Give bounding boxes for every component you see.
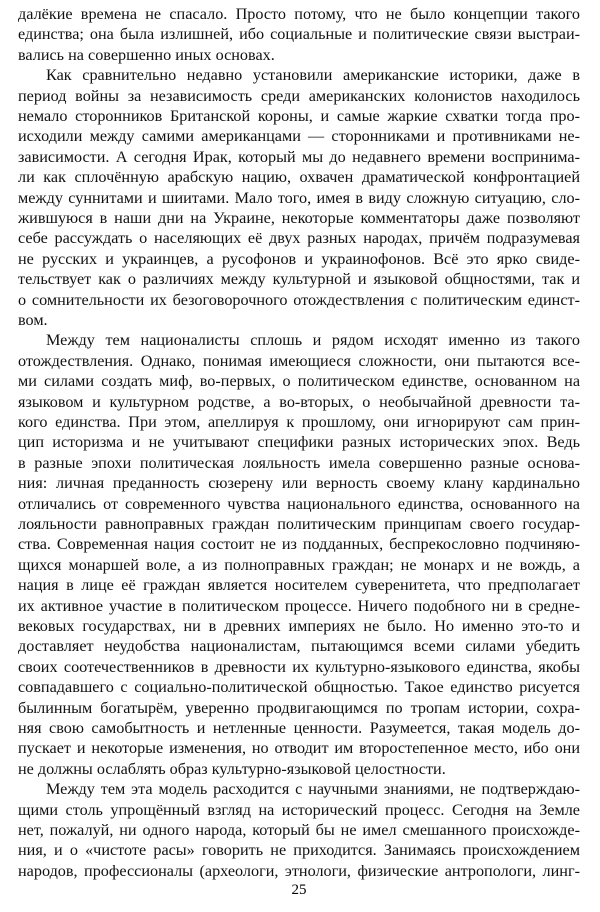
text-line: щихся монаршей воле, а из полноправных граждан; не монарх и не вождь, а <box>18 555 580 574</box>
text-line: доставляет неудобства националистам, пытающимся всеми силами убедить <box>18 637 580 656</box>
text-line: исходили между самими американцами — сторонниками и противниками не- <box>18 127 580 146</box>
paragraph-first-line: Между тем националисты сплошь и рядом исходят именно из такого <box>46 331 580 350</box>
text-line: не русских и украинцев, а русофонов и украинофонов. Всё это ярко свиде- <box>18 249 580 268</box>
text-line: кого единства. При этом, апеллируя к прошлому, они игнорируют сам прин- <box>18 413 580 431</box>
text-line: вом. <box>18 311 48 329</box>
text-line: ния: личная преданность сюзерену или верность своему клану кардинально <box>18 474 580 493</box>
text-line: пускает и некоторые изменения, но отводит им второстепенное место, ибо они <box>18 739 580 758</box>
text-line: ми силами создать миф, во-первых, о политическом единстве, основанном на <box>18 372 580 391</box>
text-line: ства. Современная нация состоит не из подданных, беспрекословно подчиняю- <box>18 535 580 554</box>
text-line: тельствует как о различиях между культурной и языковой общностями, так и <box>18 270 580 289</box>
text-line: в разные эпохи политическая лояльность имела совершенно разные основа- <box>18 453 580 472</box>
text-line: вековых государствах, ни в древних империях не было. Но именно это-то и <box>18 617 580 635</box>
paragraph-first-line: Как сравнительно недавно установили американские историки, даже в <box>46 66 580 85</box>
text-line: себе рассуждать о населяющих её двух разных народах, причём подразумевая <box>18 229 580 248</box>
text-line: их активное участие в политическом процессе. Ничего подобного ни в средне- <box>18 596 580 615</box>
text-line: языковом и культурном родстве, а во-вторых, о необычайной древности та- <box>18 392 580 411</box>
text-line: период войны за независимость среди американских колонистов находилось <box>18 86 580 105</box>
text-line: вались на совершенно иных основах. <box>18 45 275 64</box>
text-line: между суннитами и шиитами. Мало того, имея в виду сложную ситуацию, сло- <box>18 188 580 207</box>
text-line: лояльности равноправных граждан политическим принципам своего государ- <box>18 515 580 533</box>
text-line: былинным богатырём, уверенно продвигающимся по тропам истории, сохра- <box>18 698 580 717</box>
text-line: цип историзма и не учитывают специфики разных исторических эпох. Ведь <box>18 433 580 452</box>
text-line: щими столь упрощённый взгляд на исторический процесс. Сегодня на Земле <box>18 800 580 819</box>
text-line: единства; она была излишней, ибо социальные и политические связи выстраи- <box>18 25 580 44</box>
text-line: своих соотечественников в древности их культурно-языкового единства, якобы <box>18 657 580 676</box>
text-line: о сомнительности их безоговорочного отождествления с политическим единст- <box>18 290 580 309</box>
text-line: няя свою самобытность и нетленные ценности. Разумеется, такая модель до- <box>18 719 580 737</box>
paragraph-first-line: Между тем эта модель расходится с научными знаниями, не подтверждаю- <box>46 780 580 799</box>
text-line: нация в лице её граждан является носителем суверенитета, что предполагает <box>18 576 580 595</box>
text-line: ли как сплочённую арабскую нацию, охвачен драматической конфронтацией <box>18 168 580 187</box>
text-line: зависимости. А сегодня Ирак, который мы до недавнего времени воспринима- <box>18 147 580 166</box>
text-line: ния, и о «чистоте расы» говорить не приходится. Занимаясь происхождением <box>18 841 580 860</box>
text-line: жившуюся в наши дни на Украине, некоторые комментаторы даже позволяют <box>18 209 580 227</box>
text-line: нет, пожалуй, ни одного народа, который бы не имел смешанного происхожде- <box>18 821 580 839</box>
text-line: отождествления. Однако, понимая имеющиеся сложности, они пытаются все- <box>18 351 580 370</box>
text-line: народов, профессионалы (археологи, этнологи, физические антропологи, линг- <box>18 861 580 880</box>
text-line: немало сторонников Британской короны, и самые жаркие схватки тогда про- <box>18 107 580 125</box>
text-line: не должны ослаблять образ культурно-языковой целостности. <box>18 759 446 778</box>
text-line: совпадавшего с социально-политической общностью. Такое единство рисуется <box>18 678 580 697</box>
page-number: 25 <box>291 882 307 898</box>
text-line: далёкие времена не спасало. Просто потому, что не было концепции такого <box>18 5 580 23</box>
text-line: отличались от современного чувства национального единства, основанного на <box>18 494 580 513</box>
text-flow <box>18 4 580 908</box>
